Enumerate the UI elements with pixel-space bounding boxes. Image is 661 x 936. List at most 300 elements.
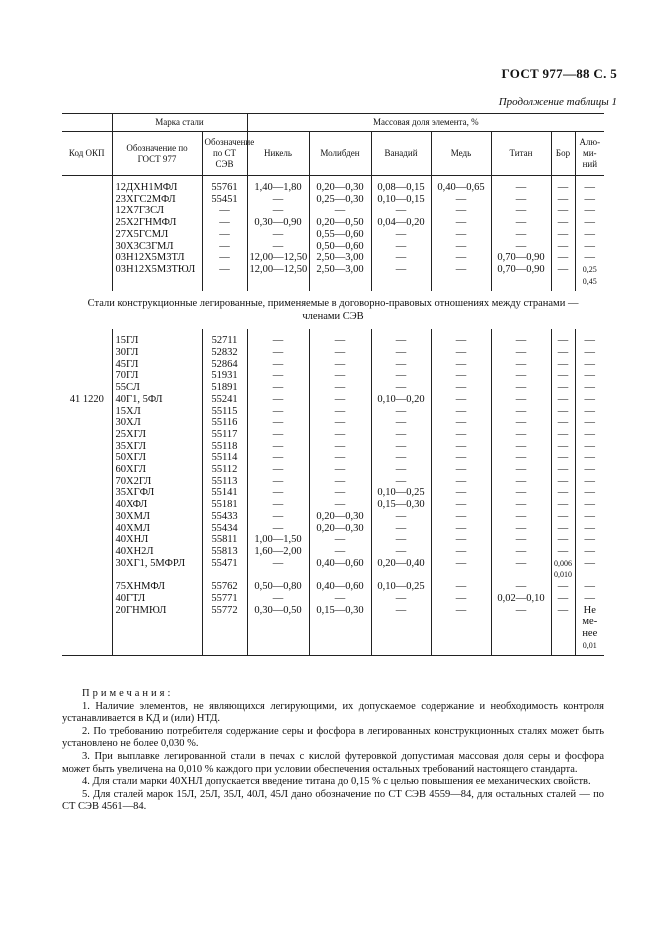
vanadium-cell: 0,10—0,20 (371, 394, 431, 406)
nickel-cell (247, 616, 309, 628)
nickel-cell: 12,00—12,50 (247, 264, 309, 276)
code-cell (62, 605, 112, 617)
aluminium-cell: 0,45 (575, 276, 604, 288)
aluminium-cell: ме- (575, 616, 604, 628)
titanium-cell: — (491, 370, 551, 382)
vanadium-cell: — (371, 523, 431, 535)
nickel-cell: — (247, 382, 309, 394)
aluminium-cell: — (575, 593, 604, 605)
document-reference: ГОСТ 977—88 С. 5 (501, 66, 617, 81)
note-item: 1. Наличие элементов, не являющихся легирующими, их допускаемое содержание и необходимость контроля устанавливается в КД и (или) НТД. (62, 700, 604, 725)
nickel-cell: — (247, 229, 309, 241)
boron-cell: — (551, 182, 575, 194)
sev-cell: 55433 (202, 511, 247, 523)
grade-cell: 30Х3С3ГМЛ (112, 241, 202, 253)
note-item: 5. Для сталей марок 15Л, 25Л, 35Л, 40Л, 45Л дано обозначение по СТ СЭВ 4559—84, для остальных сталей — по СТ СЭВ 4561—84. (62, 788, 604, 813)
table-row (62, 276, 604, 288)
steel-composition-table (62, 113, 604, 656)
boron-cell: 0,006 (551, 558, 575, 570)
nickel-cell: — (247, 394, 309, 406)
copper-cell: — (431, 546, 491, 558)
header-copper: Медь (431, 132, 491, 176)
molybdenum-cell: — (309, 534, 371, 546)
titanium-cell: — (491, 464, 551, 476)
titanium-cell: — (491, 499, 551, 511)
aluminium-cell: — (575, 534, 604, 546)
vanadium-cell: — (371, 264, 431, 276)
boron-cell: — (551, 394, 575, 406)
vanadium-cell: — (371, 429, 431, 441)
nickel-cell: 12,00—12,50 (247, 252, 309, 264)
sev-cell: 55813 (202, 546, 247, 558)
vanadium-cell: — (371, 441, 431, 453)
sev-cell: 55115 (202, 406, 247, 418)
section-title: Стали конструкционные легированные, применяемые в договорно-правовых отношениях между странами — членами СЭВ (87, 298, 579, 323)
nickel-cell: 1,40—1,80 (247, 182, 309, 194)
nickel-cell: 1,00—1,50 (247, 534, 309, 546)
vanadium-cell: — (371, 347, 431, 359)
titanium-cell: — (491, 229, 551, 241)
titanium-cell: — (491, 487, 551, 499)
sev-cell: 55241 (202, 394, 247, 406)
boron-cell: — (551, 511, 575, 523)
molybdenum-cell: — (309, 417, 371, 429)
table-row (62, 452, 604, 464)
aluminium-cell: — (575, 417, 604, 429)
nickel-cell: — (247, 194, 309, 206)
vanadium-cell: — (371, 335, 431, 347)
copper-cell: — (431, 382, 491, 394)
nickel-cell: — (247, 464, 309, 476)
grade-cell: 55СЛ (112, 382, 202, 394)
copper-cell: — (431, 335, 491, 347)
aluminium-cell: — (575, 241, 604, 253)
grade-cell: 20ГНМЮЛ (112, 605, 202, 617)
nickel-cell: 0,30—0,50 (247, 605, 309, 617)
boron-cell: — (551, 593, 575, 605)
grade-cell: 30ГЛ (112, 347, 202, 359)
nickel-cell: — (247, 558, 309, 570)
nickel-cell: — (247, 241, 309, 253)
boron-cell (551, 628, 575, 640)
boron-cell: — (551, 335, 575, 347)
sev-cell: 52832 (202, 347, 247, 359)
code-cell (62, 640, 112, 652)
code-cell (62, 194, 112, 206)
copper-cell: 0,40—0,65 (431, 182, 491, 194)
vanadium-cell: — (371, 605, 431, 617)
code-cell (62, 581, 112, 593)
copper-cell: — (431, 581, 491, 593)
sev-cell: 55771 (202, 593, 247, 605)
grade-cell (112, 276, 202, 288)
molybdenum-cell: 0,25—0,30 (309, 194, 371, 206)
copper-cell: — (431, 464, 491, 476)
table-row (62, 252, 604, 264)
titanium-cell: — (491, 452, 551, 464)
vanadium-cell: 0,10—0,15 (371, 194, 431, 206)
aluminium-cell: 0,01 (575, 640, 604, 652)
note-item: 4. Для стали марки 40ХНЛ допускается введение титана до 0,15 % с целью повышения ее механических свойств. (82, 776, 591, 788)
grade-cell: 30ХЛ (112, 417, 202, 429)
molybdenum-cell: — (309, 476, 371, 488)
sev-cell: 55181 (202, 499, 247, 511)
table-row (62, 523, 604, 535)
aluminium-cell: — (575, 441, 604, 453)
molybdenum-cell: — (309, 359, 371, 371)
aluminium-cell: — (575, 194, 604, 206)
boron-cell: — (551, 370, 575, 382)
molybdenum-cell: 0,20—0,30 (309, 182, 371, 194)
table-row (62, 241, 604, 253)
molybdenum-cell: — (309, 499, 371, 511)
aluminium-cell: — (575, 394, 604, 406)
titanium-cell: — (491, 441, 551, 453)
vanadium-cell: 0,10—0,25 (371, 581, 431, 593)
boron-cell (551, 616, 575, 628)
vanadium-cell: — (371, 359, 431, 371)
notes-title: Примечания: (82, 688, 174, 699)
table-row (62, 370, 604, 382)
copper-cell: — (431, 523, 491, 535)
boron-cell: — (551, 581, 575, 593)
sev-cell: 55434 (202, 523, 247, 535)
grade-cell: 30ХГ1, 5МФРЛ (112, 558, 202, 570)
vanadium-cell (371, 276, 431, 288)
nickel-cell: — (247, 441, 309, 453)
table-row (62, 464, 604, 476)
sev-cell (202, 628, 247, 640)
aluminium-cell: — (575, 217, 604, 229)
sev-cell: 51891 (202, 382, 247, 394)
molybdenum-cell: 2,50—3,00 (309, 252, 371, 264)
titanium-cell: — (491, 217, 551, 229)
header-code: Код ОКП (62, 132, 112, 176)
copper-cell: — (431, 394, 491, 406)
table-row (62, 347, 604, 359)
aluminium-cell: нее (575, 628, 604, 640)
code-cell (62, 534, 112, 546)
aluminium-cell: — (575, 347, 604, 359)
table-row (62, 406, 604, 418)
grade-cell: 75ХНМФЛ (112, 581, 202, 593)
sev-cell (202, 616, 247, 628)
vanadium-cell: 0,15—0,30 (371, 499, 431, 511)
grade-cell: 45ГЛ (112, 359, 202, 371)
sev-cell: 55471 (202, 558, 247, 570)
boron-cell: — (551, 359, 575, 371)
grade-cell: 25Х2ГНМФЛ (112, 217, 202, 229)
header-molybdenum: Молибден (309, 132, 371, 176)
aluminium-cell: — (575, 406, 604, 418)
table-continuation-label: Продолжение таблицы 1 (498, 96, 617, 108)
molybdenum-cell: — (309, 394, 371, 406)
molybdenum-cell: 0,40—0,60 (309, 558, 371, 570)
titanium-cell: — (491, 605, 551, 617)
boron-cell (551, 276, 575, 288)
vanadium-cell: 0,04—0,20 (371, 217, 431, 229)
nickel-cell: — (247, 205, 309, 217)
boron-cell: — (551, 347, 575, 359)
vanadium-cell: — (371, 476, 431, 488)
note-item: 3. При выплавке легированной стали в печах с кислой футеровкой допустимая массовая доля серы и фосфора может быть увеличена на 0,010 % каждого при условии обеспечения остальных требований настоящего стандарта. (62, 750, 604, 775)
titanium-cell: — (491, 182, 551, 194)
sev-cell: — (202, 205, 247, 217)
code-cell (62, 593, 112, 605)
titanium-cell: — (491, 394, 551, 406)
molybdenum-cell: — (309, 205, 371, 217)
grade-cell: 03Н12Х5М3ТЛ (112, 252, 202, 264)
sev-cell: 51931 (202, 370, 247, 382)
nickel-cell: — (247, 523, 309, 535)
sev-cell: 55116 (202, 417, 247, 429)
vanadium-cell: — (371, 511, 431, 523)
copper-cell: — (431, 347, 491, 359)
code-cell: 41 1220 (69, 393, 104, 405)
code-cell (62, 417, 112, 429)
code-cell (62, 558, 112, 570)
titanium-cell: — (491, 534, 551, 546)
titanium-cell: — (491, 194, 551, 206)
sev-cell: — (202, 229, 247, 241)
code-cell (62, 452, 112, 464)
nickel-cell (247, 628, 309, 640)
code-cell (62, 217, 112, 229)
titanium-cell: 0,70—0,90 (491, 264, 551, 276)
vanadium-cell: — (371, 452, 431, 464)
code-cell (62, 276, 112, 288)
table-row (62, 429, 604, 441)
vanadium-cell: — (371, 205, 431, 217)
nickel-cell: — (247, 417, 309, 429)
aluminium-cell: — (575, 581, 604, 593)
code-cell (62, 335, 112, 347)
aluminium-cell: — (575, 487, 604, 499)
sev-cell: 55762 (202, 581, 247, 593)
aluminium-cell (575, 569, 604, 581)
copper-cell: — (431, 205, 491, 217)
boron-cell: — (551, 429, 575, 441)
nickel-cell: — (247, 429, 309, 441)
copper-cell: — (431, 441, 491, 453)
code-cell (62, 382, 112, 394)
titanium-cell: — (491, 347, 551, 359)
notes-block (62, 688, 604, 814)
table-row (62, 640, 604, 652)
boron-cell: — (551, 487, 575, 499)
molybdenum-cell: — (309, 441, 371, 453)
copper-cell: — (431, 558, 491, 570)
molybdenum-cell: — (309, 335, 371, 347)
titanium-cell: 0,70—0,90 (491, 252, 551, 264)
nickel-cell: — (247, 499, 309, 511)
code-cell (62, 347, 112, 359)
sev-cell: 55114 (202, 452, 247, 464)
molybdenum-cell: 0,15—0,30 (309, 605, 371, 617)
molybdenum-cell: 2,50—3,00 (309, 264, 371, 276)
copper-cell: — (431, 229, 491, 241)
vanadium-cell (371, 640, 431, 652)
aluminium-cell: — (575, 335, 604, 347)
sev-cell: 52864 (202, 359, 247, 371)
nickel-cell: — (247, 487, 309, 499)
titanium-cell: — (491, 476, 551, 488)
header-steel-grade: Марка стали (112, 114, 247, 132)
header-sev-designation: Обозначение по СТ СЭВ (202, 132, 247, 176)
vanadium-cell: — (371, 370, 431, 382)
copper-cell: — (431, 487, 491, 499)
boron-cell: — (551, 406, 575, 418)
table-row (62, 229, 604, 241)
nickel-cell: 0,30—0,90 (247, 217, 309, 229)
grade-cell: 40ХФЛ (112, 499, 202, 511)
sev-cell: 55761 (202, 182, 247, 194)
aluminium-cell: — (575, 452, 604, 464)
header-gost-designation: Обозначение по ГОСТ 977 (112, 132, 202, 176)
boron-cell: — (551, 217, 575, 229)
sev-cell (202, 640, 247, 652)
boron-cell: — (551, 417, 575, 429)
vanadium-cell: — (371, 382, 431, 394)
aluminium-cell: — (575, 359, 604, 371)
boron-cell: — (551, 546, 575, 558)
table-row (62, 558, 604, 570)
copper-cell: — (431, 252, 491, 264)
copper-cell: — (431, 241, 491, 253)
grade-cell: 70ГЛ (112, 370, 202, 382)
nickel-cell: — (247, 406, 309, 418)
header-vanadium: Ванадий (371, 132, 431, 176)
titanium-cell: — (491, 335, 551, 347)
sev-cell: 52711 (202, 335, 247, 347)
code-cell (62, 370, 112, 382)
vanadium-cell: — (371, 406, 431, 418)
molybdenum-cell: 0,20—0,30 (309, 523, 371, 535)
code-cell (62, 523, 112, 535)
titanium-cell: — (491, 523, 551, 535)
molybdenum-cell: 0,20—0,50 (309, 217, 371, 229)
code-cell (62, 464, 112, 476)
copper-cell: — (431, 359, 491, 371)
nickel-cell: 0,50—0,80 (247, 581, 309, 593)
table-row (62, 616, 604, 628)
grade-cell: 15ГЛ (112, 335, 202, 347)
molybdenum-cell (309, 569, 371, 581)
aluminium-cell: — (575, 499, 604, 511)
titanium-cell (491, 569, 551, 581)
table-row (62, 217, 604, 229)
grade-cell: 35ХГФЛ (112, 487, 202, 499)
vanadium-cell: — (371, 241, 431, 253)
vanadium-cell: — (371, 229, 431, 241)
molybdenum-cell: 0,40—0,60 (309, 581, 371, 593)
molybdenum-cell (309, 628, 371, 640)
aluminium-cell: — (575, 382, 604, 394)
aluminium-cell: — (575, 370, 604, 382)
boron-cell: — (551, 464, 575, 476)
grade-cell: 12ДХН1МФЛ (112, 182, 202, 194)
code-cell (62, 406, 112, 418)
code-cell (62, 229, 112, 241)
molybdenum-cell: — (309, 464, 371, 476)
code-cell (62, 499, 112, 511)
boron-cell: — (551, 452, 575, 464)
note-item: 2. По требованию потребителя содержание серы и фосфора в легированных конструкционных сталях может быть установлено не более 0,030 %. (62, 725, 604, 750)
aluminium-cell: — (575, 558, 604, 570)
nickel-cell (247, 276, 309, 288)
molybdenum-cell: 0,55—0,60 (309, 229, 371, 241)
vanadium-cell: — (371, 417, 431, 429)
nickel-cell: — (247, 359, 309, 371)
molybdenum-cell (309, 640, 371, 652)
boron-cell: — (551, 194, 575, 206)
table-row (62, 205, 604, 217)
table-row (62, 417, 604, 429)
sev-cell: — (202, 241, 247, 253)
boron-cell: — (551, 499, 575, 511)
table-row (62, 441, 604, 453)
copper-cell: — (431, 534, 491, 546)
grade-cell (112, 569, 202, 581)
titanium-cell: — (491, 558, 551, 570)
titanium-cell (491, 276, 551, 288)
code-cell (62, 429, 112, 441)
grade-cell: 40ХН2Л (112, 546, 202, 558)
table-row (62, 394, 604, 406)
titanium-cell: — (491, 546, 551, 558)
sev-cell: 55118 (202, 441, 247, 453)
titanium-cell: — (491, 511, 551, 523)
vanadium-cell: 0,08—0,15 (371, 182, 431, 194)
nickel-cell: — (247, 370, 309, 382)
vanadium-cell: 0,10—0,25 (371, 487, 431, 499)
titanium-cell: 0,02—0,10 (491, 593, 551, 605)
code-cell (62, 546, 112, 558)
boron-cell: — (551, 264, 575, 276)
boron-cell: — (551, 252, 575, 264)
table-row (62, 534, 604, 546)
sev-cell: 55117 (202, 429, 247, 441)
table-row (62, 182, 604, 194)
code-cell (62, 205, 112, 217)
code-cell (62, 264, 112, 276)
grade-cell (112, 616, 202, 628)
header-boron: Бор (551, 132, 575, 176)
grade-cell: 60ХГЛ (112, 464, 202, 476)
molybdenum-cell: — (309, 429, 371, 441)
vanadium-cell (371, 569, 431, 581)
molybdenum-cell (309, 616, 371, 628)
sev-cell (202, 569, 247, 581)
nickel-cell: — (247, 452, 309, 464)
vanadium-cell: — (371, 593, 431, 605)
sev-cell: — (202, 264, 247, 276)
header-nickel: Никель (247, 132, 309, 176)
copper-cell: — (431, 511, 491, 523)
sev-cell: — (202, 217, 247, 229)
copper-cell (431, 640, 491, 652)
aluminium-cell: — (575, 511, 604, 523)
copper-cell: — (431, 452, 491, 464)
titanium-cell: — (491, 241, 551, 253)
molybdenum-cell: — (309, 347, 371, 359)
copper-cell: — (431, 370, 491, 382)
copper-cell (431, 276, 491, 288)
sev-cell (202, 276, 247, 288)
vanadium-cell: 0,20—0,40 (371, 558, 431, 570)
table-row (62, 581, 604, 593)
code-cell (62, 476, 112, 488)
